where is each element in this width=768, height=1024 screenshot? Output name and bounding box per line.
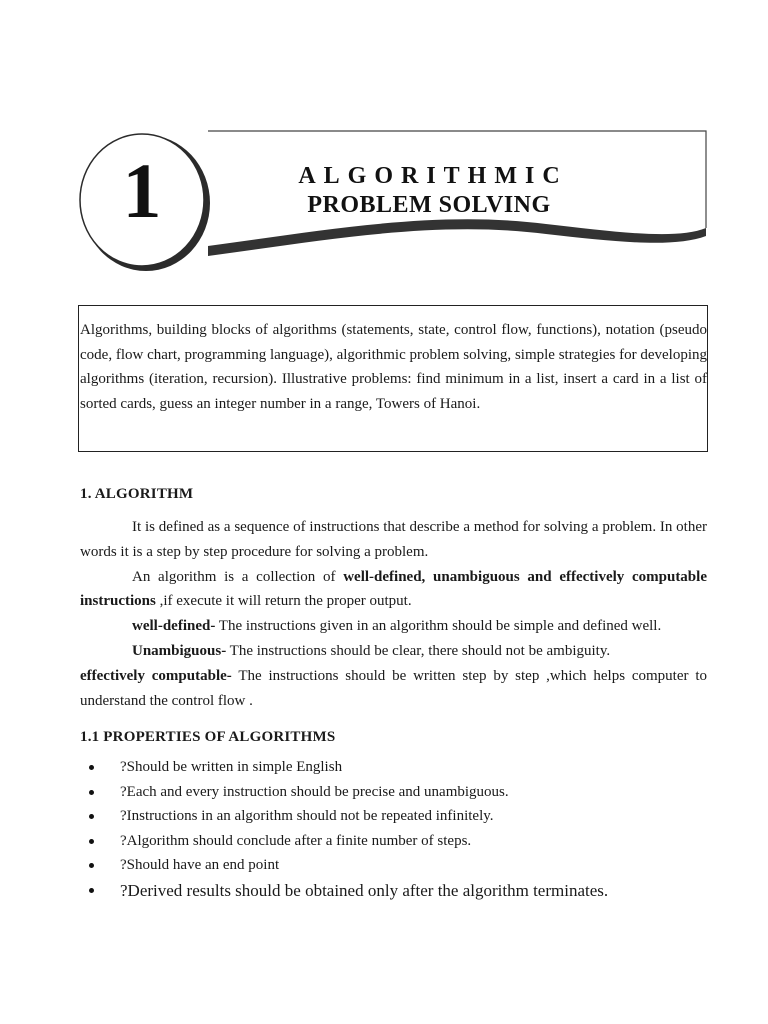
text-segment: An algorithm is a collection of [132,568,344,585]
text-segment: The instructions should be clear, there should not be ambiguity. [226,642,611,659]
list-item [80,877,707,904]
bold-phrase: well-defined, unambiguous and effectively computable instructions [80,568,707,610]
list-item [80,755,707,779]
list-item [80,829,707,853]
term-well-defined: well-defined- [132,618,216,635]
chapter-title-line2: PROBLEM SOLVING [307,192,551,219]
bullet-icon [89,863,94,868]
term-unambiguous: Unambiguous- [132,642,227,659]
list-item-text: ?Algorithm should conclude after a finite number of steps. [120,832,472,849]
list-item-text: ?Should be written in simple English [120,759,343,776]
chapter-number: 1 [122,147,162,234]
list-item-text: ?Derived results should be obtained only after the algorithm terminates. [120,881,609,901]
list-item-text: ?Instructions in an algorithm should not be repeated infinitely. [120,808,494,825]
term-effectively-computable: effectively computable- [80,667,232,684]
well-defined-paragraph [80,614,707,639]
section-heading-algorithm: 1. ALGORITHM [80,486,194,502]
chapter-title-line1: ALGORITHMIC [298,163,568,189]
list-item [80,853,707,877]
main-content [80,482,707,904]
text-segment: ,if execute it will return the proper output. [155,593,412,610]
list-item [80,804,707,828]
title-banner-wave [208,219,706,256]
bullet-icon [89,839,94,844]
bullet-icon [89,790,94,795]
bullet-icon [89,888,94,893]
unambiguous-paragraph [80,639,707,664]
list-item-text: ?Should have an end point [120,857,280,873]
algorithm-collection-paragraph [80,565,707,615]
list-item-text: ?Each and every instruction should be precise and unambiguous. [120,783,509,800]
section-heading-properties: 1.1 PROPERTIES OF ALGORITHMS [80,729,336,746]
bullet-icon [89,765,94,770]
chapter-title [214,162,644,221]
text-segment: The instructions given in an algorithm should be simple and defined well. [215,618,662,635]
list-item [80,780,707,804]
properties-list [80,755,707,904]
algorithm-definition: It is defined as a sequence of instructions that describe a method for solving a problem. In other words it is a step by step procedure for solving a problem. [80,519,707,560]
bullet-icon [89,814,94,819]
text-segment: The instructions should be written step by step ,which helps computer to understand the control flow . [80,667,707,709]
syllabus-text: Algorithms, building blocks of algorithms (statements, state, control flow, functions), notation (pseudo code, flow chart, programming language), algorithmic problem solving, simple strategies for developing algorithms (iteration, recursion). Illustrative problems: find minimum in a list, insert a card in a list of sorted cards, guess an integer number in a range, Towers of Hanoi. [80,322,707,412]
effectively-computable-paragraph [80,664,707,714]
syllabus-box [78,305,708,452]
